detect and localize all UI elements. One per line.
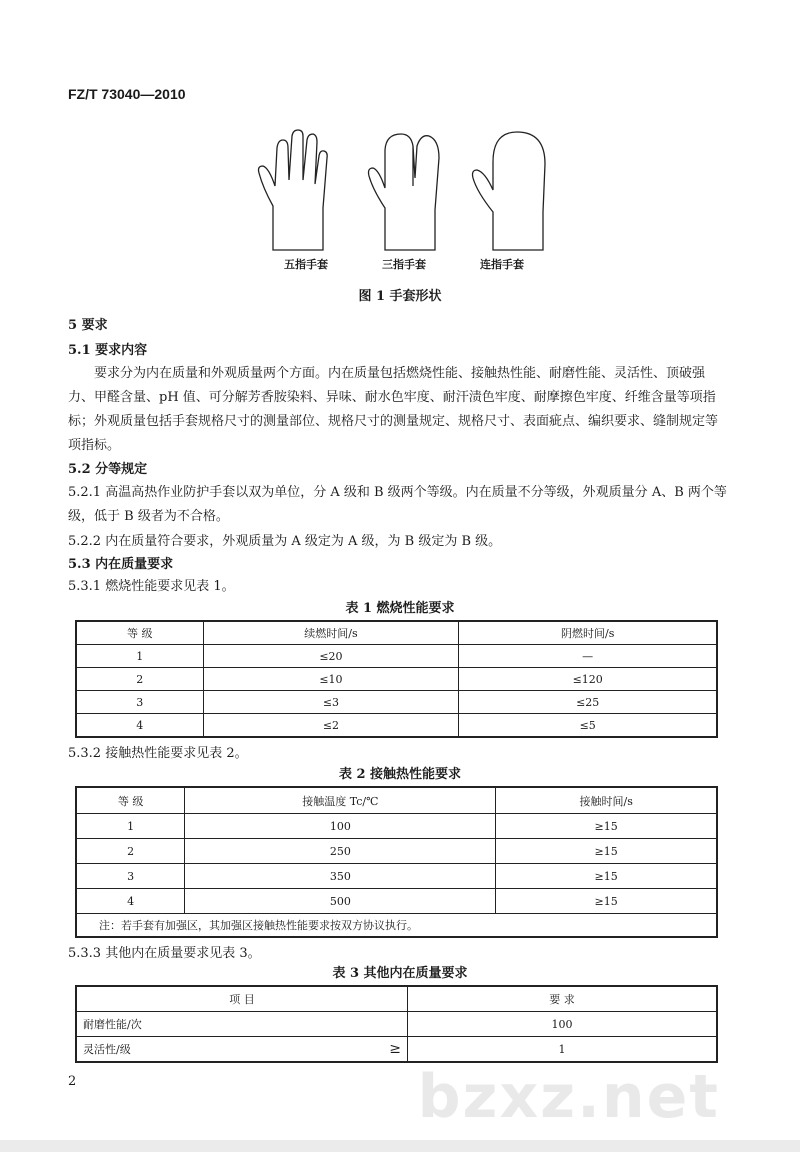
table-row: 2 ≤10 ≤120 xyxy=(76,668,717,691)
figure-caption: 图 1 手套形状 xyxy=(358,289,442,304)
paragraph: 5.2.2 内在质量符合要求，外观质量为 A 级定为 A 级，为 B 级定为 B 级。 xyxy=(68,534,502,549)
table-header: 阴燃时间/s xyxy=(459,621,717,645)
table-row: 3 ≤3 ≤25 xyxy=(76,691,717,714)
document-code: FZ/T 73040—2010 xyxy=(68,86,186,102)
table-caption: 表 1 燃烧性能要求 xyxy=(345,601,455,616)
glove-label-five-finger: 五指手套 xyxy=(284,258,328,271)
table-row: 2 250 ≥15 xyxy=(76,839,717,864)
table-header: 接触温度 Tc/℃ xyxy=(185,787,496,814)
glove-label-three-finger: 三指手套 xyxy=(382,258,426,271)
five-finger-glove-icon xyxy=(259,130,328,250)
table-header: 接触时间/s xyxy=(496,787,717,814)
table-row: 1 100 ≥15 xyxy=(76,814,717,839)
table-3 xyxy=(75,985,718,1063)
subsection-heading: 5.3 内在质量要求 xyxy=(68,557,174,572)
table-note: 注：若手套有加强区，其加强区接触热性能要求按双方协议执行。 xyxy=(76,914,717,938)
table-row: 4 ≤2 ≤5 xyxy=(76,714,717,738)
paragraph: 5.3.2 接触热性能要求见表 2。 xyxy=(68,746,248,761)
table-1 xyxy=(75,620,718,738)
mitten-glove-icon xyxy=(473,132,546,250)
page-number: 2 xyxy=(68,1074,77,1089)
table-row: 3 350 ≥15 xyxy=(76,864,717,889)
table-header: 等 级 xyxy=(76,621,203,645)
three-finger-glove-icon xyxy=(369,134,440,250)
glove-label-mitten: 连指手套 xyxy=(480,258,524,271)
table-row: 4 500 ≥15 xyxy=(76,889,717,914)
table-caption: 表 2 接触热性能要求 xyxy=(338,767,462,782)
section-heading: 5 要求 xyxy=(68,318,108,333)
paragraph: 5.2.1 高温高热作业防护手套以双为单位，分 A 级和 B 级两个等级。内在质量不分等级，外观质量分 A、B 两个等级，低于 B 级者为不合格。 xyxy=(68,485,727,524)
table-header: 项 目 xyxy=(76,986,408,1012)
paragraph: 要求分为内在质量和外观质量两个方面。内在质量包括燃烧性能、接触热性能、耐磨性能、灵活性、顶破强力、甲醛含量、pH 值、可分解芳香胺染料、异味、耐水色牢度、耐汗渍色牢度、耐摩擦色牢度、纤维含量等项指标；外观质量包括手套规格尺寸的测量部位、规格尺寸的测量规定、规格尺寸、表面疵点、编织要求、缝制规定等项指标。 xyxy=(68,366,719,453)
table-header: 要 求 xyxy=(408,986,718,1012)
table-2 xyxy=(75,786,718,938)
glove-shapes-figure xyxy=(255,128,555,253)
paragraph: 5.3.1 燃烧性能要求见表 1。 xyxy=(68,579,235,594)
table-caption: 表 3 其他内在质量要求 xyxy=(332,966,468,981)
table-row: 灵活性/级 ≥ 1 xyxy=(76,1037,717,1063)
watermark: bzxz.net xyxy=(417,1062,720,1132)
table-row: 耐磨性能/次 100 xyxy=(76,1012,717,1037)
table-header: 续燃时间/s xyxy=(203,621,459,645)
subsection-heading: 5.1 要求内容 xyxy=(68,343,148,358)
table-row: 1 ≤20 — xyxy=(76,645,717,668)
paragraph: 5.3.3 其他内在质量要求见表 3。 xyxy=(68,946,261,961)
table-header: 等 级 xyxy=(76,787,185,814)
page-bottom-edge xyxy=(0,1140,800,1152)
subsection-heading: 5.2 分等规定 xyxy=(68,462,148,477)
